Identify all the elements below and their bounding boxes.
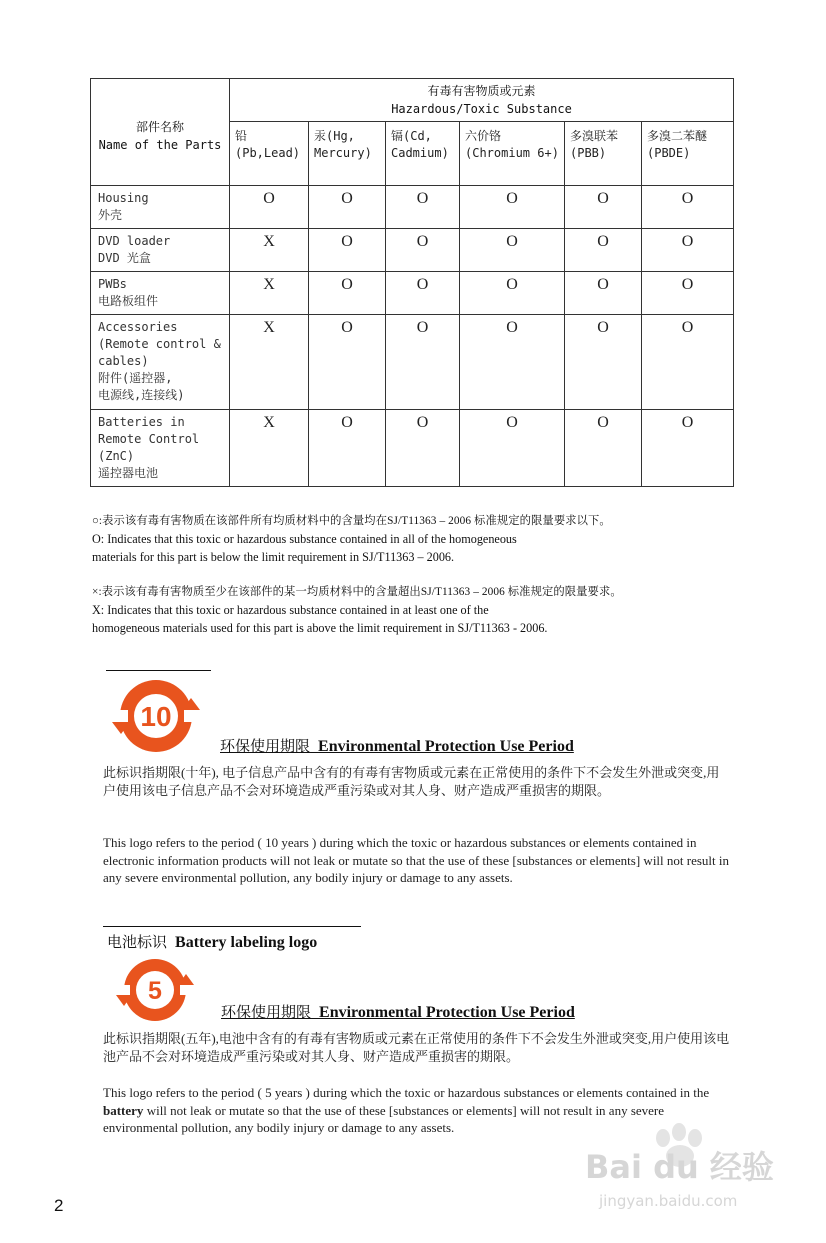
group-header-cn: 有毒有害物质或元素 xyxy=(427,84,536,98)
mark-cell: O xyxy=(565,410,642,487)
table-row xyxy=(91,315,734,410)
mark-cell: O xyxy=(386,229,460,272)
part-name-cell: DVD loader DVD 光盒 xyxy=(91,229,230,272)
mark-cell: O xyxy=(642,229,734,272)
mark-cell: O xyxy=(642,272,734,315)
parts-header-cn: 部件名称 xyxy=(135,120,184,134)
table-row xyxy=(91,272,734,315)
battery-heading: 电池标识 Battery labeling logo xyxy=(107,933,318,951)
column-header: 多溴二苯醚 (PBDE) xyxy=(642,122,734,186)
column-header: 汞(Hg, Mercury) xyxy=(309,122,386,186)
o-note xyxy=(92,512,611,566)
substance-group-header xyxy=(230,79,734,122)
divider xyxy=(103,926,361,927)
mark-cell: O xyxy=(565,229,642,272)
mark-cell: O xyxy=(309,229,386,272)
mark-cell: O xyxy=(386,410,460,487)
hazardous-substance-table xyxy=(90,78,734,487)
x-note-en-2: homogeneous materials used for this part is above the limit requirement in SJ/T11363 - 2006. xyxy=(92,621,548,635)
mark-cell: O xyxy=(230,186,309,229)
mark-cell: O xyxy=(460,272,565,315)
mark-cell: O xyxy=(386,186,460,229)
column-header: 镉(Cd, Cadmium) xyxy=(386,122,460,186)
watermark-brand: Bai du 经验 xyxy=(585,1148,774,1186)
column-header: 铅 (Pb,Lead) xyxy=(230,122,309,186)
part-name-cell: Batteries in Remote Control (ZnC) 遥控器电池 xyxy=(91,410,230,487)
part-name-cell: PWBs 电路板组件 xyxy=(91,272,230,315)
mark-cell: O xyxy=(309,410,386,487)
page-number: 2 xyxy=(54,1196,64,1215)
o-note-en-1: O: Indicates that this toxic or hazardous substance contained in all of the homogeneous xyxy=(92,532,517,546)
mark-cell: O xyxy=(309,186,386,229)
mark-cell: O xyxy=(565,315,642,410)
epup-10-logo-icon xyxy=(106,674,212,756)
epup-10-title: 环保使用期限 Environmental Protection Use Period xyxy=(220,737,574,755)
x-note-en-1: X: Indicates that this toxic or hazardous substance contained in at least one of the xyxy=(92,603,489,617)
o-note-cn: ○:表示该有毒有害物质在该部件所有均质材料中的含量均在SJ/T11363 – 2006 标准规定的限量要求以下。 xyxy=(92,515,611,527)
mark-cell: O xyxy=(642,410,734,487)
mark-cell: O xyxy=(309,315,386,410)
battery-epup-title: 环保使用期限 Environmental Protection Use Period xyxy=(221,1003,575,1021)
mark-cell: O xyxy=(460,229,565,272)
mark-cell: O xyxy=(460,186,565,229)
mark-cell: X xyxy=(230,315,309,410)
mark-cell: O xyxy=(386,315,460,410)
group-header-en: Hazardous/Toxic Substance xyxy=(391,102,572,116)
parts-header-en: Name of the Parts xyxy=(98,138,222,152)
battery-desc-en: This logo refers to the period ( 5 years ) during which the toxic or hazardous substances or elements contained in the battery will not leak or mutate so that the use of these [substances or elements] will not result in any severe environmental pollution, any bodily injury or damage to any assets. xyxy=(103,1085,710,1135)
battery-epup-5-logo-icon xyxy=(110,954,200,1026)
epup-10-desc-en: This logo refers to the period ( 10 years ) during which the toxic or hazardous substances or elements contained in electronic information products will not leak or mutate so that the use of these [substances or elements] will not result in any severe environmental pollution, any bodily injury or damage to any assets. xyxy=(103,835,730,885)
epup-10-desc-cn: 此标识指期限(十年), 电子信息产品中含有的有毒有害物质或元素在正常使用的条件下不会发生外泄或突变,用户使用该电子信息产品不会对环境造成严重污染或对其人身、财产造成严重损害的期限。 xyxy=(103,765,720,798)
watermark xyxy=(585,1118,785,1228)
part-name-cell: Housing 外壳 xyxy=(91,186,230,229)
mark-cell: X xyxy=(230,229,309,272)
mark-cell: O xyxy=(642,186,734,229)
table-row xyxy=(91,186,734,229)
parts-header xyxy=(91,79,230,186)
mark-cell: O xyxy=(565,186,642,229)
column-header: 多溴联苯 (PBB) xyxy=(565,122,642,186)
table-row xyxy=(91,410,734,487)
watermark-url: jingyan.baidu.com xyxy=(599,1192,738,1210)
mark-cell: X xyxy=(230,272,309,315)
mark-cell: O xyxy=(309,272,386,315)
table-row xyxy=(91,229,734,272)
logo-number: 5 xyxy=(148,977,162,1005)
mark-cell: X xyxy=(230,410,309,487)
column-header: 六价铬 (Chromium 6+) xyxy=(460,122,565,186)
logo-number: 10 xyxy=(140,701,172,732)
mark-cell: O xyxy=(642,315,734,410)
x-note-cn: ×:表示该有毒有害物质至少在该部件的某一均质材料中的含量超出SJ/T11363 – 2006 标准规定的限量要求。 xyxy=(92,586,622,598)
mark-cell: O xyxy=(460,410,565,487)
o-note-en-2: materials for this part is below the limit requirement in SJ/T11363 – 2006. xyxy=(92,550,455,564)
mark-cell: O xyxy=(565,272,642,315)
mark-cell: O xyxy=(386,272,460,315)
battery-desc-cn: 此标识指期限(五年),电池中含有的有毒有害物质或元素在正常使用的条件下不会发生外泄或突变,用户使用该电池产品不会对环境造成严重污染或对其人身、财产造成严重损害的期限。 xyxy=(103,1031,730,1064)
divider xyxy=(106,670,211,671)
mark-cell: O xyxy=(460,315,565,410)
part-name-cell: Accessories (Remote control & cables) 附件(遥控器, 电源线,连接线) xyxy=(91,315,230,410)
x-note xyxy=(92,583,622,637)
